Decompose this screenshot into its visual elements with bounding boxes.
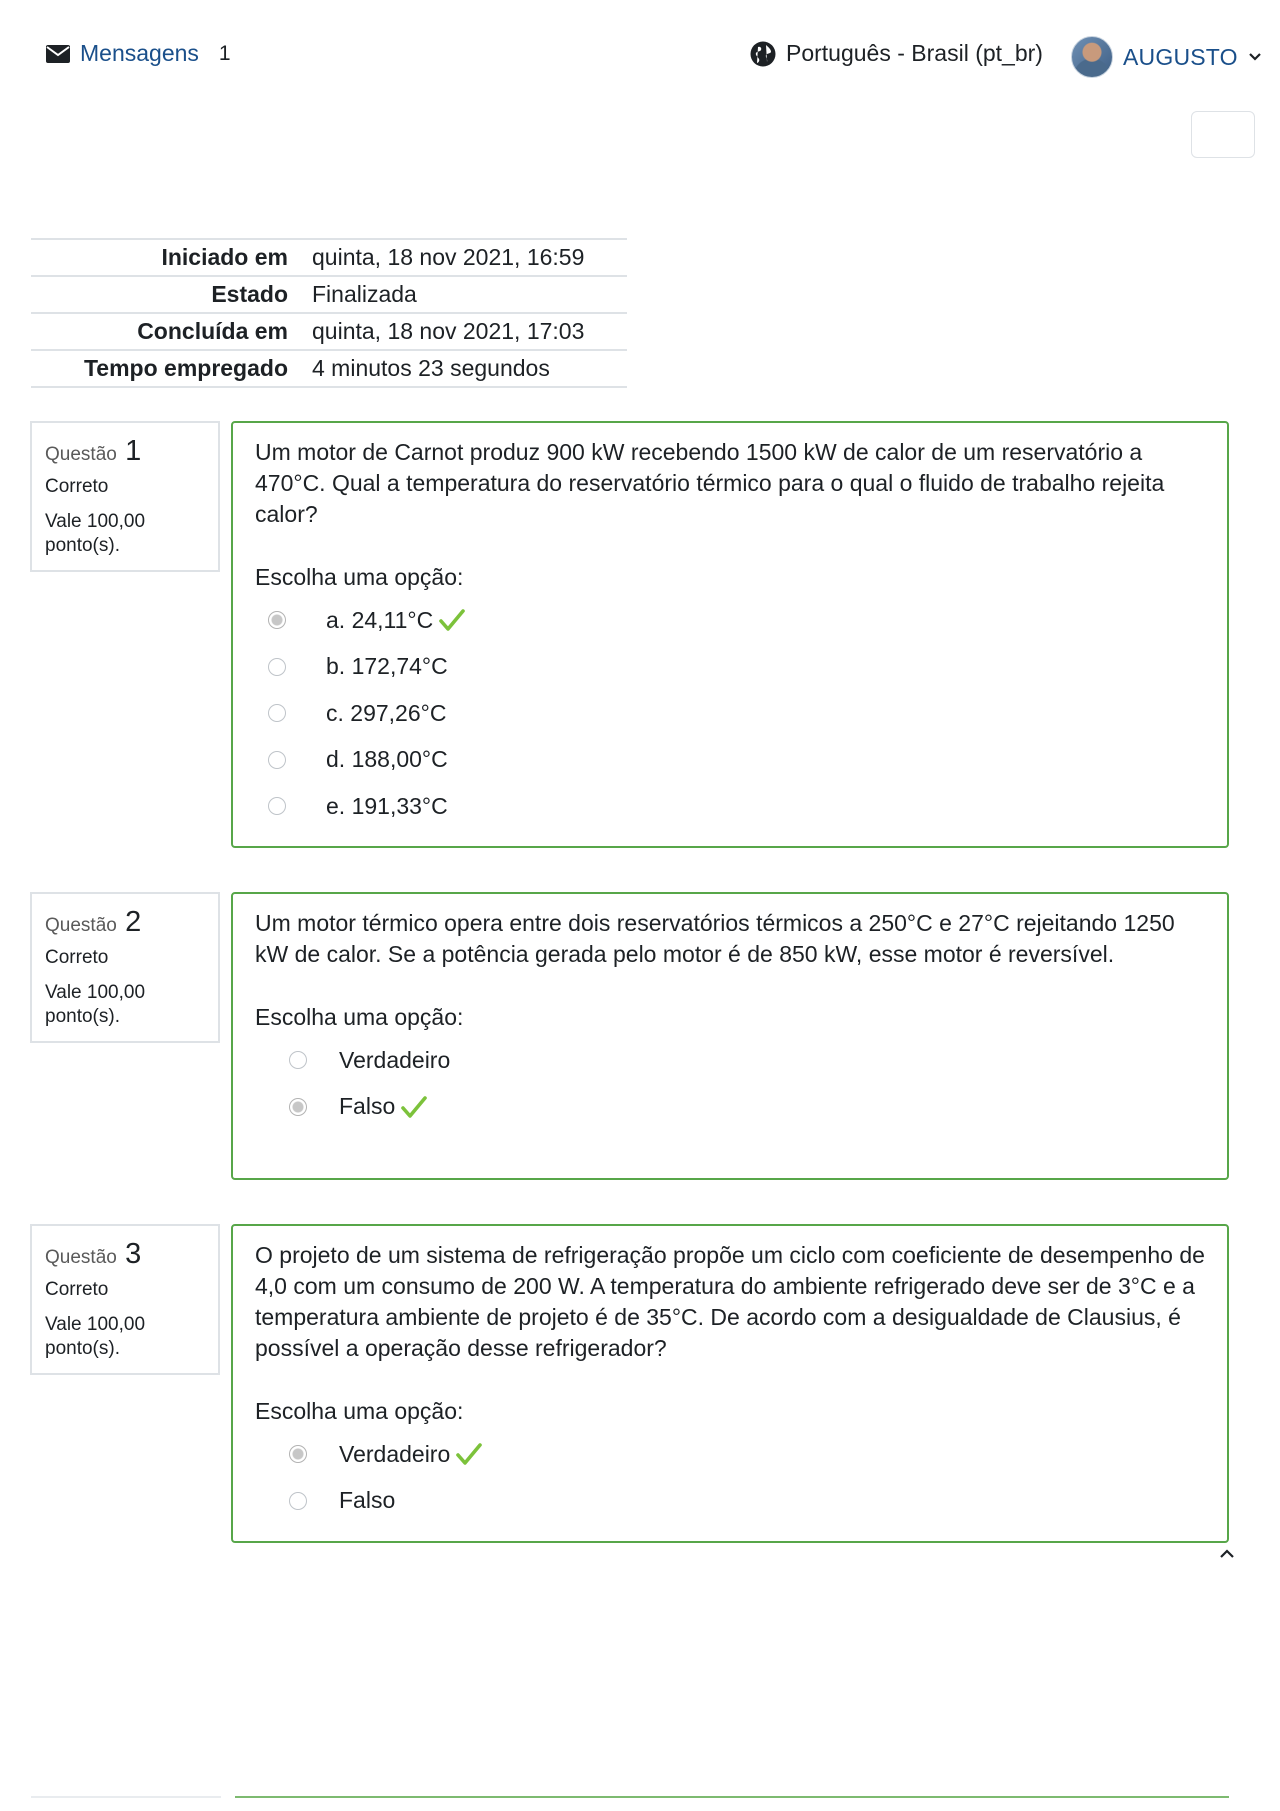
answer-option[interactable] (255, 690, 1205, 737)
globe-icon (750, 41, 776, 67)
messages-label: Mensagens (80, 40, 199, 66)
summary-value: Finalizada (312, 276, 627, 313)
summary-value: 4 minutos 23 segundos (312, 350, 627, 387)
mail-icon (46, 45, 70, 63)
question-number: Questão 1 (45, 435, 142, 467)
question-grade: Vale 100,00 ponto(s). (45, 1314, 146, 1359)
chevron-down-icon (1248, 52, 1262, 62)
answer-option[interactable] (255, 783, 1205, 830)
answer-option[interactable] (255, 1431, 1205, 1478)
option-label: e. 191,33°C (326, 792, 448, 819)
top-navbar (0, 0, 1280, 110)
radio-button[interactable] (268, 797, 286, 815)
drawer-toggle-button[interactable] (1191, 111, 1255, 158)
answer-options (255, 1037, 1205, 1130)
option-label: d. 188,00°C (326, 746, 448, 773)
question-number: Questão 3 (45, 1238, 142, 1270)
radio-button[interactable] (268, 611, 286, 629)
summary-label: Iniciado em (31, 239, 312, 276)
check-icon (456, 1442, 482, 1466)
chevron-up-icon (1219, 1548, 1235, 1560)
question-content-2 (231, 892, 1229, 1180)
table-row (31, 239, 627, 276)
answer-prompt: Escolha uma opção: (255, 564, 464, 590)
language-label: Português - Brasil (pt_br) (786, 40, 1043, 66)
answer-option[interactable] (255, 1084, 1205, 1131)
avatar (1071, 36, 1113, 78)
question-state: Correto (45, 476, 109, 497)
next-question-info-edge (31, 1796, 221, 1798)
summary-value: quinta, 18 nov 2021, 16:59 (312, 239, 627, 276)
answer-prompt: Escolha uma opção: (255, 1398, 464, 1424)
answer-option[interactable] (255, 737, 1205, 784)
option-label: Falso (339, 1487, 396, 1514)
question-grade: Vale 100,00 ponto(s). (45, 511, 146, 556)
radio-button[interactable] (268, 704, 286, 722)
answer-options (255, 597, 1205, 830)
question-text: Um motor de Carnot produz 900 kW recebendo 1500 kW de calor de um reservatório a 470°C. Qual a temperatura do reservatório térmico para o qual o fluido de trabalho rejeita calor? (255, 439, 1165, 527)
summary-label: Concluída em (31, 313, 312, 350)
summary-value: quinta, 18 nov 2021, 17:03 (312, 313, 627, 350)
question-text: O projeto de um sistema de refrigeração propõe um ciclo com coeficiente de desempenho de 4,0 com um consumo de 200 W. A temperatura do ambiente refrigerado deve ser de 3°C e a temperatura ambiente de projeto é de 35°C. De acordo com a desigualdade de Clausius, é possível a operação desse refrigerador? (255, 1242, 1205, 1361)
question-state: Correto (45, 947, 109, 968)
question-info-1 (30, 421, 220, 572)
radio-button[interactable] (268, 658, 286, 676)
answer-options (255, 1431, 1205, 1524)
question-info-2 (30, 892, 220, 1043)
attempt-summary-table (31, 238, 627, 388)
answer-option[interactable] (255, 644, 1205, 691)
radio-button[interactable] (289, 1445, 307, 1463)
answer-option[interactable] (255, 597, 1205, 644)
next-question-content-edge (235, 1796, 1229, 1798)
messages-count-badge: 1 (218, 41, 231, 65)
messages-link[interactable] (46, 40, 231, 67)
option-label: a. 24,11°C (326, 606, 434, 633)
answer-option[interactable] (255, 1037, 1205, 1084)
answer-option[interactable] (255, 1478, 1205, 1525)
radio-button[interactable] (268, 751, 286, 769)
summary-label: Tempo empregado (31, 350, 312, 387)
option-label: c. 297,26°C (326, 699, 447, 726)
check-icon (401, 1095, 427, 1119)
table-row (31, 350, 627, 387)
check-icon (439, 608, 465, 632)
option-label: Falso (339, 1093, 396, 1120)
back-to-top-button[interactable] (1219, 1548, 1235, 1560)
question-number: Questão 2 (45, 906, 142, 938)
user-menu[interactable] (1071, 36, 1262, 78)
question-state: Correto (45, 1279, 109, 1300)
question-content-1 (231, 421, 1229, 848)
option-label: Verdadeiro (339, 1046, 451, 1073)
table-row (31, 276, 627, 313)
language-menu[interactable] (750, 40, 1043, 67)
question-grade: Vale 100,00 ponto(s). (45, 982, 146, 1027)
radio-button[interactable] (289, 1098, 307, 1116)
option-label: b. 172,74°C (326, 653, 448, 680)
question-text: Um motor térmico opera entre dois reservatórios térmicos a 250°C e 27°C rejeitando 1250 kW de calor. Se a potência gerada pelo motor é de 850 kW, esse motor é reversível. (255, 910, 1175, 967)
option-label: Verdadeiro (339, 1440, 451, 1467)
summary-label: Estado (31, 276, 312, 313)
question-info-3 (30, 1224, 220, 1375)
radio-button[interactable] (289, 1051, 307, 1069)
question-content-3 (231, 1224, 1229, 1543)
table-row (31, 313, 627, 350)
radio-button[interactable] (289, 1492, 307, 1510)
answer-prompt: Escolha uma opção: (255, 1004, 464, 1030)
username: AUGUSTO (1123, 43, 1238, 70)
